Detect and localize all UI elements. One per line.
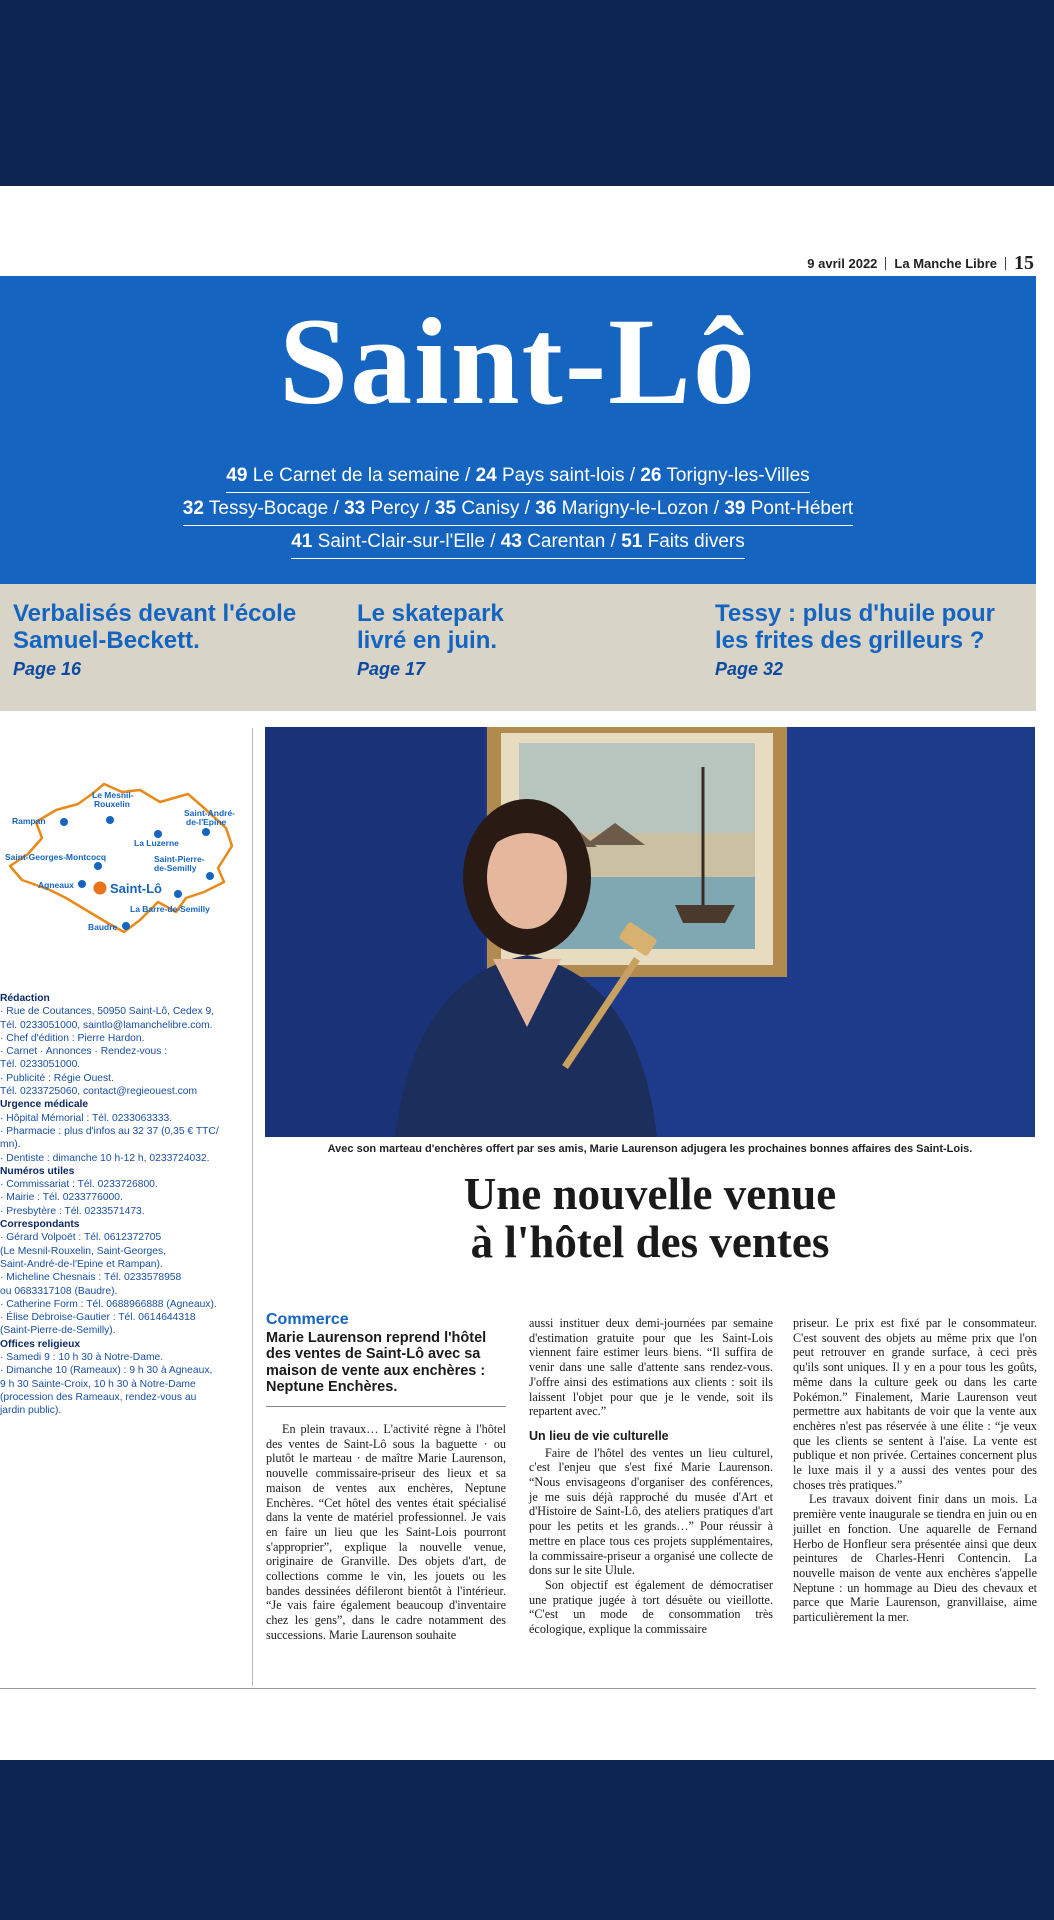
area-map	[0, 780, 245, 940]
info-line: Tél. 0233051000.	[0, 1059, 81, 1071]
info-line: · Pharmacie : plus d'infos au 32 37 (0,35 € TTC/	[0, 1125, 219, 1137]
info-line: Tél. 0233725060, contact@regieouest.com	[0, 1086, 198, 1098]
info-section	[0, 1098, 245, 1164]
header-separator	[885, 257, 886, 270]
info-line: · Commissariat : Tél. 0233726800.	[0, 1179, 158, 1191]
painting-boat	[675, 905, 735, 923]
lead-divider	[266, 1406, 506, 1407]
info-line: 9 h 30 Sainte-Croix, 10 h 30 à Notre-Dame	[0, 1378, 196, 1390]
teaser-title: Le skatepark livré en juin.	[357, 600, 504, 654]
top-dark-band	[0, 0, 1054, 186]
article-column	[266, 1422, 506, 1643]
index-link[interactable]: 26 Torigny-les-Villes	[640, 465, 810, 486]
index-line: 49 Le Carnet de la semaine / 24 Pays saint-lois / 26 Torigny-les-Villes	[226, 460, 809, 493]
masthead	[0, 276, 1036, 584]
section-title: Saint-Lô	[279, 293, 757, 430]
map-label-center: Saint-Lô	[110, 881, 162, 896]
map-label: Agneaux	[38, 880, 74, 890]
info-line: · Catherine Form : Tél. 0688966888 (Agneaux).	[0, 1298, 217, 1310]
index-link[interactable]: 24 Pays saint-lois	[475, 465, 625, 486]
index-link[interactable]: 36 Marigny-le-Lozon	[535, 498, 709, 519]
map-label: Saint-André-	[184, 808, 235, 818]
article-paragraph: Son objectif est également de démocratiser une pratique jugée à tort désuète ou vieillotte. “C'est un mode de consommation très écologique, explique la commissaire	[529, 1577, 773, 1637]
column-divider	[252, 728, 253, 1686]
index-link[interactable]: 49 Le Carnet de la semaine	[226, 465, 460, 486]
info-section	[0, 1218, 245, 1338]
map-label: La Barre-de-Semilly	[130, 904, 210, 914]
header-separator	[1005, 257, 1006, 270]
article-paragraph: En plein travaux… L'activité règne à l'hôtel des ventes de Saint-Lô sous la baguette · ou plutôt le marteau · de maître Marie Laurenson, nouvelle commissaire-priseur des lieux et sa maison de ventes aux enchères, Neptune Enchères. “Cet hôtel des ventes était spécialisé dans la vente de matériel professionnel. Je vais en faire un lieu que les Saint-Lois pourront s'approprier”, explique la nouvelle venue, originaire de Granville. Des objets d'art, de collections comme le vin, les jouets ou les bandes dessinées défileront bientôt à l'intérieur. “Je vais faire également beaucoup d'inventaire chez les gens”, dans le cadre notamment des successions. Marie Laurenson souhaite	[266, 1422, 506, 1642]
article-paragraph: priseur. Le prix est fixé par le consommateur. C'est souvent des objets au même prix que l'on peut retrouver en grande surface, à ceci près qu'ils sont uniques. Il y en a pour tous les goûts, même dans la culture geek ou dans les carte Pokémon.” Finalement, Marie Laurenson veut permettre aux habitants de voir que la vente aux enchères n'est pas réservée à une élite : “je veux que les clients se sentent à l'aise. La vente est publique et non privée. Certaines concernent plus le luxe mais il y a aussi des ventes pour des choses très pratiques.”	[793, 1316, 1037, 1492]
page-index	[0, 460, 1036, 559]
info-section-title: Correspondants	[0, 1219, 80, 1231]
teaser-page-ref: Page 16	[13, 659, 82, 679]
index-line: 41 Saint-Clair-sur-l'Elle / 43 Carentan / 51 Faits divers	[291, 526, 745, 559]
teaser-page-ref: Page 17	[357, 659, 426, 679]
article-subhead: Un lieu de vie culturelle	[529, 1428, 669, 1443]
article-column	[793, 1316, 1037, 1625]
info-line: ou 0683317108 (Baudre).	[0, 1285, 118, 1297]
page-number: 15	[1014, 252, 1034, 274]
teaser-item[interactable]	[715, 600, 995, 680]
map-label: de-Semilly	[154, 863, 197, 873]
info-line: · Micheline Chesnais : Tél. 0233578958	[0, 1272, 182, 1284]
index-link[interactable]: 39 Pont-Hébert	[724, 498, 854, 519]
info-section-title: Numéros utiles	[0, 1165, 75, 1177]
info-section	[0, 992, 245, 1098]
info-line: · Samedi 9 : 10 h 30 à Notre-Dame.	[0, 1352, 164, 1364]
teaser-item[interactable]	[357, 600, 504, 680]
page-bottom-rule	[0, 1688, 1036, 1689]
photo-caption: Avec son marteau d'enchères offert par ses amis, Marie Laurenson adjugera les prochaines bonnes affaires des Saint-Lois.	[327, 1143, 973, 1155]
info-line: Tél. 0233051000, saintlo@lamanchelibre.com.	[0, 1019, 213, 1031]
map-center-dot	[94, 882, 107, 895]
issue-date: 9 avril 2022	[807, 256, 878, 271]
info-line: · Hôpital Mémorial : Tél. 0233063333.	[0, 1112, 173, 1124]
info-line: · Élise Debroise-Gautier : Tél. 0614644318	[0, 1312, 196, 1324]
info-line: (Saint-Pierre-de-Semilly).	[0, 1325, 116, 1337]
article-headline: Une nouvelle venue à l'hôtel des ventes	[463, 1169, 837, 1267]
map-dot	[106, 816, 114, 824]
map-label: Saint-Georges-Montcocq	[5, 852, 107, 862]
map-dot	[60, 818, 68, 826]
teaser-title: Tessy : plus d'huile pour les frites des grilleurs ?	[715, 600, 995, 654]
map-dot	[78, 880, 86, 888]
info-line: mn).	[0, 1139, 21, 1151]
index-link[interactable]: 41 Saint-Clair-sur-l'Elle	[291, 531, 485, 552]
info-section	[0, 1165, 245, 1218]
map-dot	[174, 890, 182, 898]
map-dot	[202, 828, 210, 836]
info-line: · Dentiste : dimanche 10 h-12 h, 0233724032.	[0, 1152, 210, 1164]
index-link[interactable]: 51 Faits divers	[621, 531, 745, 552]
teaser-item[interactable]	[13, 600, 296, 680]
practical-info-sidebar	[0, 992, 245, 1418]
info-section-title: Urgence médicale	[0, 1099, 89, 1111]
article-kicker: Commerce	[266, 1311, 349, 1328]
article-photo	[265, 727, 1035, 1137]
article-paragraph: Faire de l'hôtel des ventes un lieu culturel, c'est l'enjeu que s'est fixé Marie Laurenson. “Nous envisageons d'organiser des conférences, je me suis déjà rapproché du musée d'Art et d'Histoire de Saint-Lô, des ateliers pratiques d'art pour les petits et les grands…” Pour réussir à mettre en place tous ces projets supplémentaires, la commissaire-priseur a organisé une collecte de dons sur le site Ulule.	[529, 1445, 773, 1578]
map-label: La Luzerne	[134, 838, 179, 848]
map-dot	[94, 862, 102, 870]
map-label: Le Mesnil-	[92, 790, 134, 800]
teaser-bar	[0, 584, 1036, 711]
index-link[interactable]: 43 Carentan	[500, 531, 606, 552]
article-column	[529, 1316, 773, 1637]
info-section-title: Offices religieux	[0, 1338, 81, 1350]
index-link[interactable]: 35 Canisy	[434, 498, 520, 519]
info-line: (procession des Rameaux, rendez-vous au	[0, 1391, 197, 1403]
info-line: jardin public).	[0, 1405, 62, 1417]
map-label: Saint-Pierre-	[154, 854, 205, 864]
info-line: · Dimanche 10 (Rameaux) : 9 h 30 à Agneaux,	[0, 1365, 213, 1377]
article-paragraph: aussi instituer deux demi-journées par semaine d'estimation gratuite pour que les Saint-Lois viennent faire estimer leurs biens. “Il suffira de venir dans une salle d'attente sans rendez-vous. J'offre ainsi des estimations aux clients : soit ils laissent l'objet pour que je le vende, soit ils repartent avec.”	[529, 1316, 773, 1419]
info-section-title: Rédaction	[0, 993, 50, 1004]
map-dot	[206, 872, 214, 880]
info-line: · Rue de Coutances, 50950 Saint-Lô, Cedex 9,	[0, 1006, 215, 1018]
map-label: de-l'Epine	[186, 817, 227, 827]
map-label: Rampan	[12, 816, 46, 826]
map-dot	[122, 922, 130, 930]
article-paragraph: Les travaux doivent finir dans un mois. La première vente inaugurale se tiendra en juin ou en juillet en fonction. Une aquarelle de Fernand Herbo de Honfleur sera présentée ainsi que deux peintures de Charles-Henri Contencin. La nouvelle maison de vente aux enchères s'appelle Neptune : un hommage au Dieu des chevaux et parce que Marie Laurenson, granvillaise, aime particulièrement la mer.	[793, 1492, 1037, 1625]
index-link[interactable]: 33 Percy	[344, 498, 420, 519]
index-line: 32 Tessy-Bocage / 33 Percy / 35 Canisy / 36 Marigny-le-Lozon / 39 Pont-Hébert	[183, 493, 853, 526]
map-label: Baudre	[88, 922, 118, 932]
info-line: · Presbytère : Tél. 0233571473.	[0, 1205, 145, 1217]
teaser-title: Verbalisés devant l'école Samuel-Beckett.	[13, 600, 297, 654]
info-line: · Carnet · Annonces · Rendez-vous :	[0, 1046, 168, 1058]
info-line: · Chef d'édition : Pierre Hardon.	[0, 1032, 145, 1044]
map-label: Rouxelin	[94, 799, 130, 809]
index-link[interactable]: 32 Tessy-Bocage	[182, 498, 329, 519]
info-section	[0, 1338, 245, 1418]
newspaper-name: La Manche Libre	[894, 256, 997, 271]
page-header	[807, 252, 1034, 275]
article-lead: Marie Laurenson reprend l'hôtel des ventes de Saint-Lô avec sa maison de vente aux enchères : Neptune Enchères.	[266, 1330, 487, 1395]
info-line: · Mairie : Tél. 0233776000.	[0, 1192, 123, 1204]
info-line: Saint-André-de-l'Epine et Rampan).	[0, 1258, 163, 1270]
info-line: · Publicité : Régie Ouest.	[0, 1072, 114, 1084]
teaser-page-ref: Page 32	[715, 659, 784, 679]
bottom-dark-band	[0, 1760, 1054, 1920]
map-dot	[154, 830, 162, 838]
info-line: (Le Mesnil-Rouxelin, Saint-Georges,	[0, 1245, 166, 1257]
info-line: · Gérard Volpoët : Tél. 0612372705	[0, 1232, 162, 1244]
